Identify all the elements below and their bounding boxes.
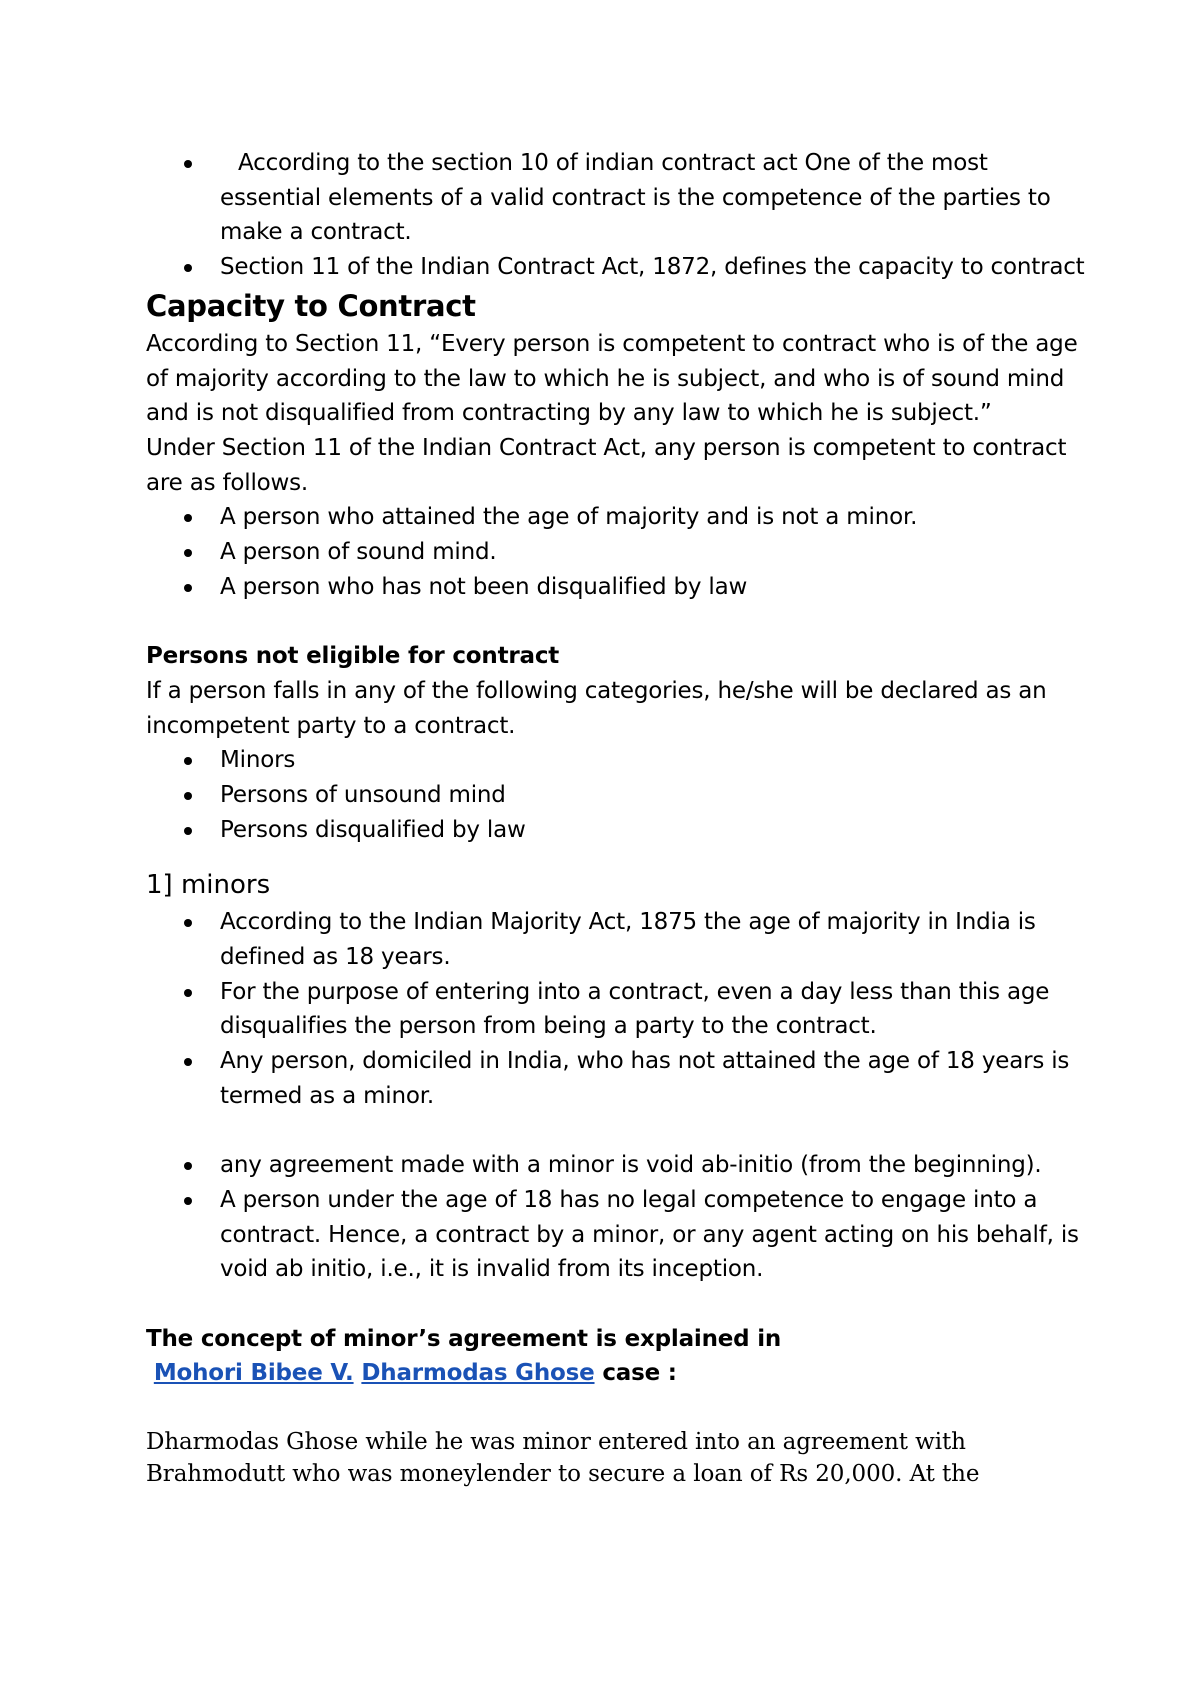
- not-eligible-list: [146, 743, 1086, 847]
- case-suffix: case :: [602, 1360, 677, 1387]
- case-link-dharmodas-ghose[interactable]: Dharmodas Ghose: [361, 1360, 595, 1387]
- not-eligible-lead: If a person falls in any of the following categories, he/she will be declared as an incompetent party to a contract.: [146, 677, 1047, 739]
- list-item: Persons of unsound mind: [146, 778, 1086, 813]
- not-eligible-heading: Persons not eligible for contract: [146, 643, 560, 670]
- minors-list-a: [146, 905, 1086, 1113]
- list-item: any agreement made with a minor is void ab-initio (from the beginning).: [146, 1148, 1086, 1183]
- list-item: Section 11 of the Indian Contract Act, 1872, defines the capacity to contract: [146, 250, 1086, 285]
- capacity-heading: Capacity to Contract: [146, 288, 476, 323]
- spacer: [146, 1114, 1086, 1149]
- list-item: Persons disqualified by law: [146, 813, 1086, 848]
- capacity-lead: Under Section 11 of the Indian Contract Act, any person is competent to contract are as follows.: [146, 434, 1067, 496]
- spacer: [146, 604, 1086, 639]
- concept-heading: The concept of minor’s agreement is explained in: [146, 1325, 782, 1352]
- minors-list-b: [146, 1148, 1086, 1287]
- list-item: A person who attained the age of majority and is not a minor.: [146, 500, 1086, 535]
- list-item: A person under the age of 18 has no legal competence to engage into a contract. Hence, a contract by a minor, or any agent acting on his behalf, is void ab initio, i.e., it is invalid from its inception.: [146, 1183, 1086, 1287]
- spacer: [146, 1391, 1086, 1426]
- case-narrative: Dharmodas Ghose while he was minor entered into an agreement with Brahmodutt who was moneylender to secure a loan of Rs 20,000. At the: [146, 1428, 980, 1487]
- intro-list: [146, 146, 1086, 285]
- spacer: [146, 847, 1086, 865]
- list-item: According to the Indian Majority Act, 1875 the age of majority in India is defined as 18 years.: [146, 905, 1086, 974]
- list-item: According to the section 10 of indian contract act One of the most essential elements of a valid contract is the competence of the parties to make a contract.: [146, 146, 1086, 250]
- section-11-quote: According to Section 11, “Every person is competent to contract who is of the age of majority according to the law to which he is subject, and who is of sound mind and is not disqualified from contracting by any law to which he is subject.”: [146, 330, 1078, 427]
- list-item: Minors: [146, 743, 1086, 778]
- list-item: For the purpose of entering into a contract, even a day less than this age disqualifies the person from being a party to the contract.: [146, 975, 1086, 1044]
- case-citation: [146, 1356, 1086, 1391]
- list-item: A person of sound mind.: [146, 535, 1086, 570]
- capacity-list: [146, 500, 1086, 604]
- list-item: A person who has not been disqualified by law: [146, 570, 1086, 605]
- minors-heading: 1] minors: [146, 870, 271, 901]
- spacer: [146, 1287, 1086, 1322]
- document-content: [146, 146, 1086, 1490]
- case-link-mohori-bibee[interactable]: Mohori Bibee V.: [153, 1360, 354, 1387]
- list-item: Any person, domiciled in India, who has not attained the age of 18 years is termed as a minor.: [146, 1044, 1086, 1113]
